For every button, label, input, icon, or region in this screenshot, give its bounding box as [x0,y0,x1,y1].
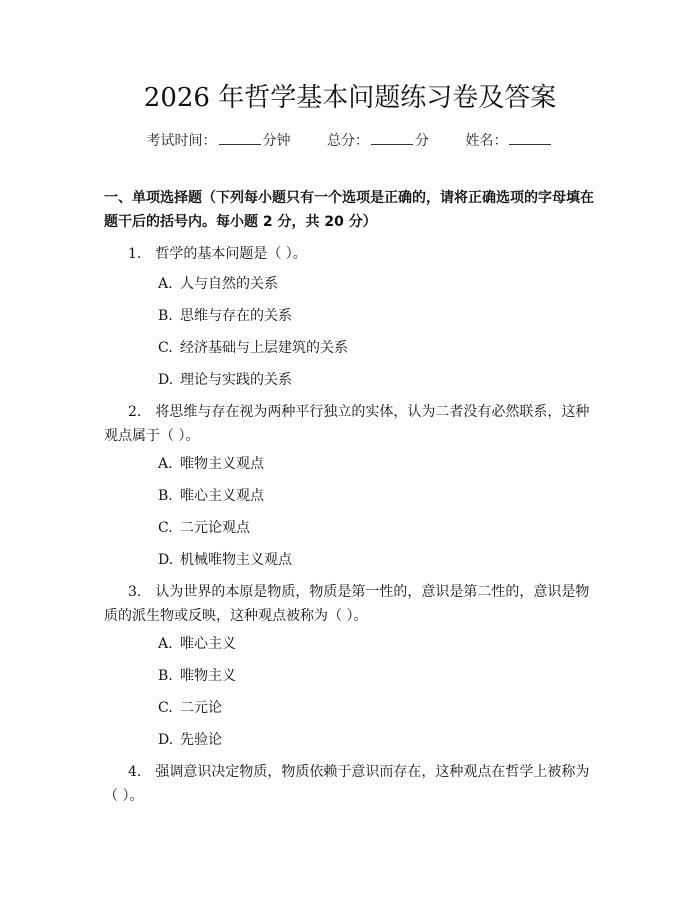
option-text: 机械唯物主义观点 [180,552,292,568]
exam-time-unit: 分钟 [262,133,291,149]
option-letter: C. [158,520,173,536]
exam-meta [0,130,700,151]
option-text: 唯物主义 [180,668,236,684]
question-2-option-d[interactable] [158,550,588,570]
question-2-option-b[interactable] [158,486,588,506]
question-4 [104,760,596,808]
option-text: 先验论 [180,732,222,748]
option-letter: B. [158,308,173,324]
option-letter: A. [158,636,173,652]
question-3-option-d[interactable] [158,730,588,750]
exam-score-label: 总分： [327,133,369,149]
option-text: 理论与实践的关系 [180,372,292,388]
question-2-option-c[interactable] [158,518,588,538]
option-text: 二元论 [180,700,222,716]
question-stem: 2. 将思维与存在视为两种平行独立的实体，认为二者没有必然联系，这种观点属于（ ）。 [104,404,590,444]
option-letter: A. [158,276,173,292]
question-1 [104,242,596,266]
question-3 [104,580,596,628]
student-name-label: 姓名： [465,133,508,149]
option-letter: B. [158,668,173,684]
option-text: 唯心主义观点 [180,488,264,504]
question-2 [104,400,596,448]
question-stem: 3. 认为世界的本原是物质，物质是第一性的，意识是第二性的，意识是物质的派生物或反映，这种观点被称为（ ）。 [104,584,590,624]
question-3-option-c[interactable] [158,698,588,718]
question-1-option-d[interactable] [158,370,588,390]
exam-score-unit: 分 [415,133,429,149]
option-text: 唯心主义 [180,636,236,652]
question-2-option-a[interactable] [158,454,588,474]
option-letter: D. [158,552,174,568]
option-text: 二元论观点 [180,520,250,536]
option-text: 经济基础与上层建筑的关系 [180,340,348,356]
student-name-blank[interactable] [509,130,551,145]
question-stem: 4. 强调意识决定物质，物质依赖于意识而存在，这种观点在哲学上被称为（ ）。 [104,764,590,804]
section-heading: 一、单项选择题（下列每小题只有一个选项是正确的，请将正确选项的字母填在题干后的括号内。每小题 2 分，共 20 分） [104,190,594,230]
exam-score-blank[interactable] [371,130,413,145]
question-1-option-b[interactable] [158,306,588,326]
option-text: 唯物主义观点 [180,456,264,472]
option-letter: C. [158,700,173,716]
exam-time-blank[interactable] [219,130,261,145]
option-text: 思维与存在的关系 [180,308,292,324]
question-3-option-a[interactable] [158,634,588,654]
exam-time [147,130,291,151]
option-letter: D. [158,732,174,748]
option-letter: C. [158,340,173,356]
option-letter: A. [158,456,173,472]
question-1-option-c[interactable] [158,338,588,358]
option-letter: B. [158,488,173,504]
exam-time-label: 考试时间： [146,133,217,149]
student-name [465,130,553,151]
question-3-option-b[interactable] [158,666,588,686]
option-text: 人与自然的关系 [180,276,278,292]
question-1-option-a[interactable] [158,274,588,294]
option-letter: D. [158,372,174,388]
question-stem: 1. 哲学的基本问题是（ ）。 [128,246,307,262]
exam-score [327,130,429,151]
page-title: 2026 年哲学基本问题练习卷及答案 [143,83,557,113]
